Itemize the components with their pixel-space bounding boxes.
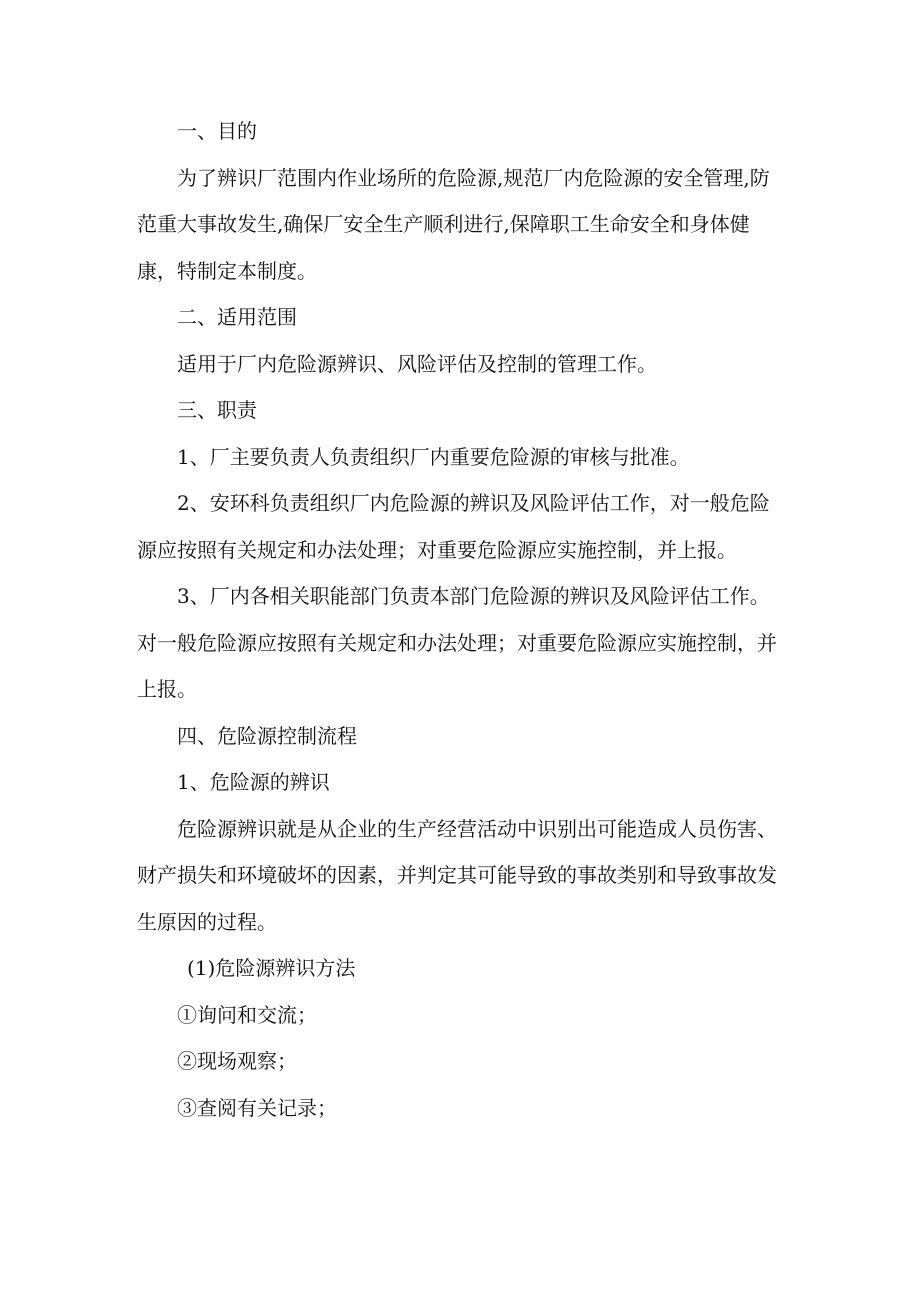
document-body [137,108,787,1131]
paragraph-duty-1: 1、厂主要负责人负责组织厂内重要危险源的审核与批准。 [177,444,690,469]
paragraph-duty-3: 3、厂内各相关职能部门负责本部门危险源的辨识及风险评估工作。对一般危险源应按照有关规定和办法处理；对重要危险源应实施控制，并上报。 [137,584,777,701]
section-heading-control-process: 四、危险源控制流程 [177,723,357,748]
paragraph-purpose: 为了辨识厂范围内作业场所的危险源,规范厂内危险源的安全管理,防范重大事故发生,确保厂安全生产顺利进行,保障职工生命安全和身体健康，特制定本制度。 [137,165,770,283]
subheading-identification: 1、危险源的辨识 [177,770,330,794]
paragraph-identification: 危险源辨识就是从企业的生产经营活动中识别出可能造成人员伤害、财产损失和环境破坏的因素，并判定其可能导致的事故类别和导致事故发生原因的过程。 [137,816,777,934]
section-heading-scope: 二、适用范围 [177,305,297,329]
list-item-method-2: ②现场观察； [177,1049,297,1073]
section-heading-purpose: 一、目的 [177,119,257,143]
paragraph-duty-2: 2、安环科负责组织厂内危险源的辨识及风险评估工作，对一般危险源应按照有关规定和办法处理；对重要危险源应实施控制，并上报。 [137,491,770,562]
subheading-identification-methods: (1)危险源辨识方法 [187,956,356,980]
list-item-method-1: ①询问和交流； [177,1002,317,1027]
section-heading-duties: 三、职责 [177,398,257,422]
paragraph-scope: 适用于厂内危险源辨识、风险评估及控制的管理工作。 [177,351,657,376]
list-item-method-3: ③查阅有关记录； [177,1095,337,1120]
